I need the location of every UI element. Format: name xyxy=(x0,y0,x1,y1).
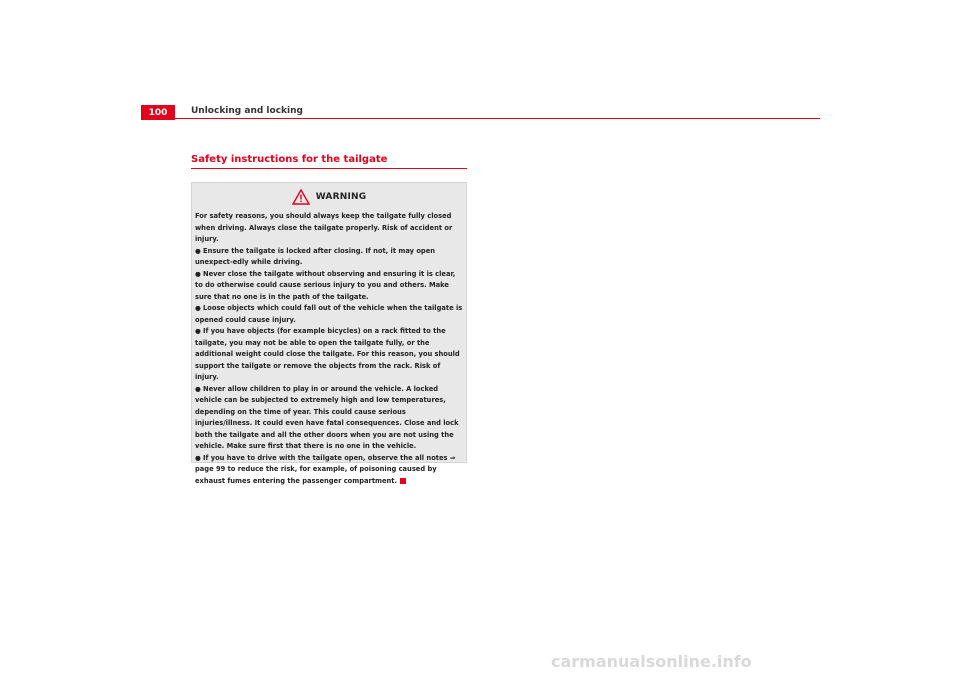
warning-bullet: ● If you have to drive with the tailgate open, observe the all notes ⇒ page 99 to reduce the risk, for example, of poisoning caused by exhaust fumes entering the passenger compartment. xyxy=(195,453,456,485)
bullet-icon: ● xyxy=(195,327,201,335)
warning-box xyxy=(191,182,467,485)
warning-bullet: ● Loose objects which could fall out of the vehicle when the tailgate is opened could cause injury. xyxy=(195,304,463,324)
section-title: Safety instructions for the tailgate xyxy=(191,154,388,165)
warning-header xyxy=(195,187,463,207)
section-rule xyxy=(191,168,467,169)
bullet-icon: ● xyxy=(195,269,201,278)
running-header-title: Unlocking and locking xyxy=(191,106,303,116)
warning-body xyxy=(195,211,463,487)
warning-intro: For safety reasons, you should always keep the tailgate fully closed when driving. Always close the tailgate properly. Risk of accident or injury. xyxy=(195,212,453,243)
warning-bullet: ● Ensure the tailgate is locked after closing. If not, it may open unexpect-edly while driving. xyxy=(195,246,436,266)
warning-triangle-icon xyxy=(292,189,310,205)
warning-label: WARNING xyxy=(315,192,367,202)
bullet-icon: ● xyxy=(195,246,201,255)
watermark: carmanualsonline.info xyxy=(551,652,752,671)
warning-bullet: ● Never close the tailgate without observing and ensuring it is clear, to do otherwise could cause serious injury to you and others. Make sure that no one is in the path of the tailgate. xyxy=(195,269,456,301)
warning-bullet: ● Never allow children to play in or around the vehicle. A locked vehicle can be subjected to extremely high and low temperatures, depending on the time of year. This could cause serious injuries/illness. It could even have fatal consequences. Close and lock both the tailgate and all the other doors when you are not using the vehicle. Make sure first that there is no one in the vehicle. xyxy=(195,384,459,450)
header-rule xyxy=(175,118,820,119)
bullet-icon: ● xyxy=(195,453,201,462)
bullet-icon: ● xyxy=(195,384,201,393)
page-number: 100 xyxy=(141,105,175,120)
bullet-icon: ● xyxy=(195,304,201,312)
warning-bullet: ● If you have objects (for example bicycles) on a rack fitted to the tailgate, you may not be able to open the tailgate fully, or the additional weight could close the tailgate. For this reason, you should support the tailgate or remove the objects from the rack. Risk of injury. xyxy=(195,327,460,381)
end-of-section-mark-icon xyxy=(400,478,406,484)
